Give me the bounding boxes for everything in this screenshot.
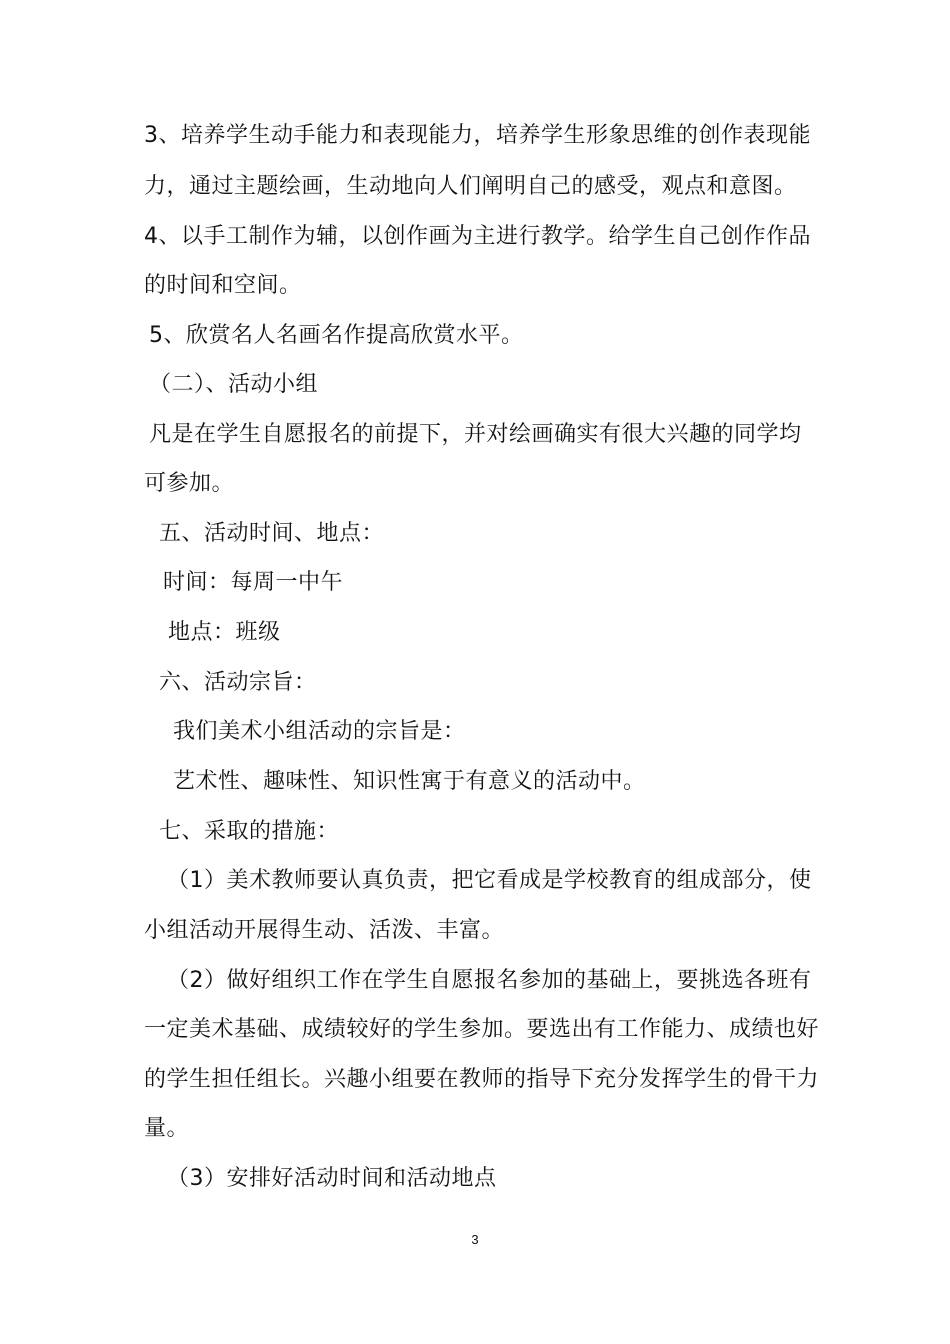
- text-line: 的学生担任组长。兴趣小组要在教师的指导下充分发挥学生的骨干力: [144, 1067, 820, 1092]
- text-line: 小组活动开展得生动、活泼、丰富。: [144, 918, 505, 943]
- text-line: 艺术性、趣味性、知识性寓于有意义的活动中。: [173, 769, 646, 794]
- text-line: 一定美术基础、成绩较好的学生参加。要选出有工作能力、成绩也好: [144, 1017, 820, 1042]
- text-line: （2）做好组织工作在学生自愿报名参加的基础上，要挑选各班有: [167, 968, 812, 993]
- text-line: （3）安排好活动时间和活动地点: [167, 1166, 497, 1191]
- section-heading: （二）、活动小组: [149, 372, 319, 397]
- text-line: 我们美术小组活动的宗旨是：: [173, 719, 466, 744]
- section-heading: 五、活动时间、地点：: [159, 521, 385, 546]
- text-line: 力，通过主题绘画，生动地向人们阐明自己的感受，观点和意图。: [144, 174, 797, 199]
- text-line: 4、以手工制作为辅，以创作画为主进行教学。给学生自己创作作品: [144, 224, 811, 249]
- text-line: 5、欣赏名人名画名作提高欣赏水平。: [149, 323, 524, 348]
- text-line: 量。: [144, 1116, 190, 1141]
- text-line: 地点：班级: [168, 620, 281, 645]
- text-line: 3、培养学生动手能力和表现能力，培养学生形象思维的创作表现能: [144, 123, 811, 148]
- section-heading: 六、活动宗旨：: [159, 670, 317, 695]
- page-number: 3: [471, 1232, 479, 1247]
- text-line: （1）美术教师要认真负责，把它看成是学校教育的组成部分，使: [167, 868, 812, 893]
- text-line: 的时间和空间。: [144, 273, 302, 298]
- text-line: 可参加。: [144, 471, 235, 496]
- text-line: 凡是在学生自愿报名的前提下，并对绘画确实有很大兴趣的同学均: [149, 422, 802, 447]
- text-line: 时间：每周一中午: [163, 570, 344, 595]
- section-heading: 七、采取的措施：: [159, 819, 340, 844]
